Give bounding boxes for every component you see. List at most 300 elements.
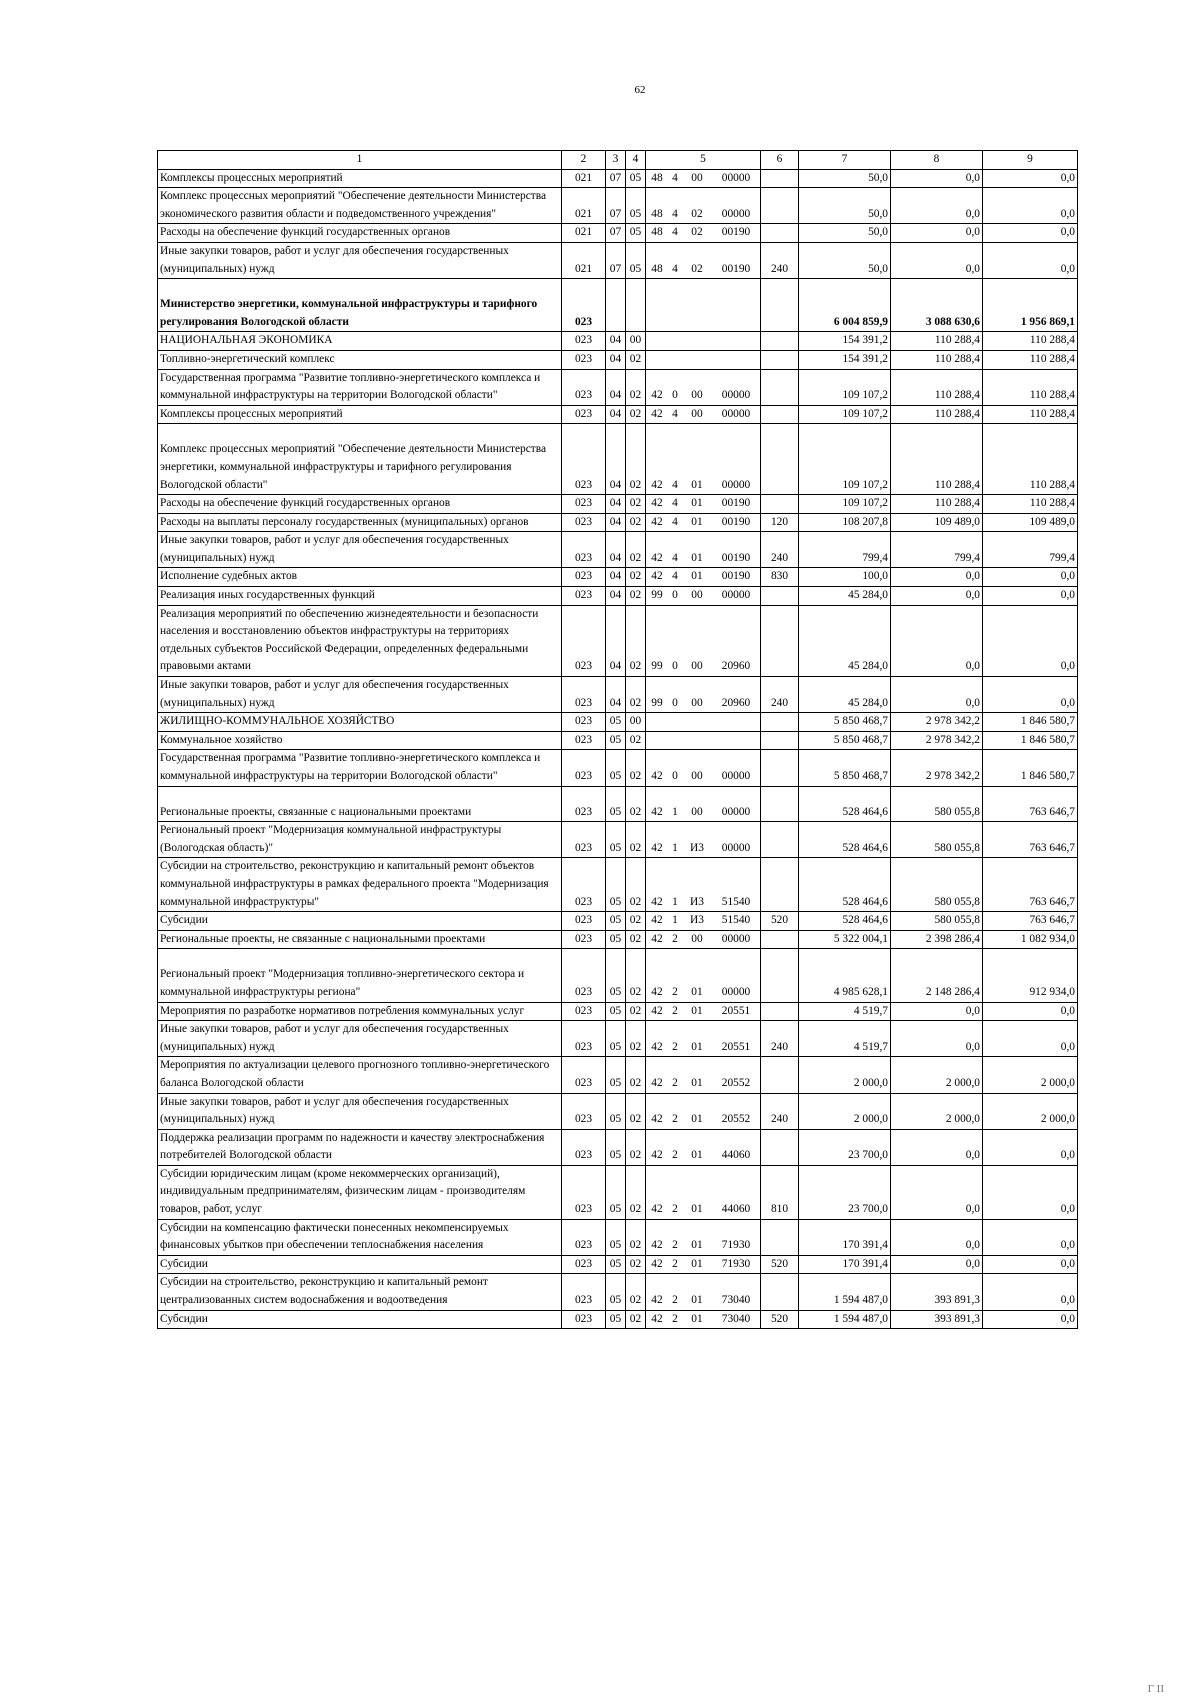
section-code: 04 bbox=[606, 605, 626, 676]
target-article-part: 00190 bbox=[721, 262, 751, 275]
amount-col7: 108 207,8 bbox=[799, 513, 891, 532]
row-label: Комплексы процессных мероприятий bbox=[158, 405, 562, 424]
row-label: Государственная программа "Развитие топливно-энергетического комплекса и коммунальной инфраструктуры на территории Вологодской области" bbox=[158, 369, 562, 405]
amount-col9: 0,0 bbox=[983, 188, 1078, 224]
row-label: Иные закупки товаров, работ и услуг для обеспечения государственных (муниципальных) нужд bbox=[158, 242, 562, 278]
expense-type-code bbox=[761, 949, 799, 1002]
admin-code: 023 bbox=[562, 568, 606, 587]
target-article-code bbox=[646, 930, 761, 949]
subsection-code: 00 bbox=[626, 713, 646, 732]
target-article-part: 42 bbox=[651, 1294, 663, 1307]
admin-code: 023 bbox=[562, 786, 606, 822]
target-article-code bbox=[646, 587, 761, 606]
amount-col8: 580 055,8 bbox=[891, 822, 983, 858]
target-article-part: 20551 bbox=[721, 1040, 751, 1053]
admin-code: 023 bbox=[562, 1002, 606, 1021]
table-row bbox=[158, 1274, 1078, 1310]
target-article-part: 02 bbox=[691, 207, 703, 220]
admin-code: 023 bbox=[562, 930, 606, 949]
subsection-code: 02 bbox=[626, 858, 646, 912]
amount-col9: 0,0 bbox=[983, 1002, 1078, 1021]
subsection-code: 02 bbox=[626, 513, 646, 532]
amount-col7: 6 004 859,9 bbox=[799, 279, 891, 332]
table-row bbox=[158, 1093, 1078, 1129]
target-article-part: 01 bbox=[691, 1076, 703, 1089]
amount-col9: 763 646,7 bbox=[983, 822, 1078, 858]
amount-col9: 763 646,7 bbox=[983, 912, 1078, 931]
row-label: Субсидии юридическим лицам (кроме некоммерческих организаций), индивидуальным предпринимателям, физическим лицам - производителям товаров, работ, услуг bbox=[158, 1165, 562, 1219]
amount-col9: 0,0 bbox=[983, 1310, 1078, 1329]
amount-col7: 1 594 487,0 bbox=[799, 1274, 891, 1310]
target-article-part: 42 bbox=[651, 1203, 663, 1216]
table-row bbox=[158, 822, 1078, 858]
header-cell: 6 bbox=[761, 151, 799, 170]
target-article-code bbox=[646, 532, 761, 568]
amount-col8: 0,0 bbox=[891, 242, 983, 278]
target-article-part: 99 bbox=[651, 589, 663, 602]
amount-col7: 100,0 bbox=[799, 568, 891, 587]
admin-code: 023 bbox=[562, 1274, 606, 1310]
amount-col8: 109 489,0 bbox=[891, 513, 983, 532]
table-row bbox=[158, 424, 1078, 495]
target-article-code bbox=[646, 568, 761, 587]
target-article-part: 00 bbox=[691, 805, 703, 818]
amount-col9: 0,0 bbox=[983, 1219, 1078, 1255]
target-article-part: 01 bbox=[691, 1149, 703, 1162]
section-code: 07 bbox=[606, 224, 626, 243]
expense-type-code bbox=[761, 188, 799, 224]
subsection-code: 02 bbox=[626, 568, 646, 587]
target-article-part: 51540 bbox=[721, 895, 751, 908]
row-label: Мероприятия по актуализации целевого прогнозного топливно-энергетического баланса Вологодской области bbox=[158, 1057, 562, 1093]
expense-type-code: 240 bbox=[761, 242, 799, 278]
amount-col8: 0,0 bbox=[891, 1021, 983, 1057]
admin-code: 021 bbox=[562, 188, 606, 224]
admin-code: 023 bbox=[562, 587, 606, 606]
amount-col8: 0,0 bbox=[891, 605, 983, 676]
admin-code: 023 bbox=[562, 731, 606, 750]
amount-col8: 580 055,8 bbox=[891, 786, 983, 822]
expense-type-code bbox=[761, 350, 799, 369]
expense-type-code: 810 bbox=[761, 1165, 799, 1219]
target-article-part: 20960 bbox=[721, 696, 751, 709]
row-label: Мероприятия по разработке нормативов потребления коммунальных услуг bbox=[158, 1002, 562, 1021]
target-article-code bbox=[646, 1129, 761, 1165]
amount-col7: 528 464,6 bbox=[799, 912, 891, 931]
row-label: Реализация мероприятий по обеспечению жизнедеятельности и безопасности населения и восстановлению объектов инфраструктуры на территориях отдельных субъектов Российской Федерации, определенных федеральными правовыми актами bbox=[158, 605, 562, 676]
target-article-part: 42 bbox=[651, 1312, 663, 1325]
header-cell: 1 bbox=[158, 151, 562, 170]
target-article-part: 2 bbox=[672, 1076, 678, 1089]
target-article-part: 42 bbox=[651, 1149, 663, 1162]
amount-col7: 50,0 bbox=[799, 224, 891, 243]
amount-col9: 912 934,0 bbox=[983, 949, 1078, 1002]
row-label: Иные закупки товаров, работ и услуг для обеспечения государственных (муниципальных) нужд bbox=[158, 1093, 562, 1129]
subsection-code: 02 bbox=[626, 532, 646, 568]
target-article-part: 00190 bbox=[721, 551, 751, 564]
target-article-part: 42 bbox=[651, 478, 663, 491]
subsection-code: 02 bbox=[626, 424, 646, 495]
page-number: 62 bbox=[634, 84, 646, 96]
target-article-code bbox=[646, 605, 761, 676]
section-code: 05 bbox=[606, 1129, 626, 1165]
row-label: ЖИЛИЩНО-КОММУНАЛЬНОЕ ХОЗЯЙСТВО bbox=[158, 713, 562, 732]
target-article-part: 42 bbox=[651, 497, 663, 510]
target-article-code bbox=[646, 279, 761, 332]
row-label: Государственная программа "Развитие топливно-энергетического комплекса и коммунальной инфраструктуры на территории Вологодской области" bbox=[158, 750, 562, 786]
target-article-part: 01 bbox=[691, 1294, 703, 1307]
target-article-part: 2 bbox=[672, 1040, 678, 1053]
target-article-part: 42 bbox=[651, 1257, 663, 1270]
row-label: Реализация иных государственных функций bbox=[158, 587, 562, 606]
target-article-part: 71930 bbox=[721, 1239, 751, 1252]
target-article-code bbox=[646, 350, 761, 369]
amount-col9: 1 082 934,0 bbox=[983, 930, 1078, 949]
expense-type-code: 520 bbox=[761, 1310, 799, 1329]
amount-col9: 110 288,4 bbox=[983, 332, 1078, 351]
section-code: 05 bbox=[606, 786, 626, 822]
target-article-part: 2 bbox=[672, 985, 678, 998]
amount-col9: 1 846 580,7 bbox=[983, 713, 1078, 732]
admin-code: 023 bbox=[562, 513, 606, 532]
table-row bbox=[158, 930, 1078, 949]
target-article-part: 99 bbox=[651, 696, 663, 709]
expense-type-code bbox=[761, 587, 799, 606]
amount-col9: 2 000,0 bbox=[983, 1057, 1078, 1093]
target-article-code bbox=[646, 1057, 761, 1093]
section-code: 05 bbox=[606, 912, 626, 931]
amount-col7: 170 391,4 bbox=[799, 1219, 891, 1255]
target-article-part: 02 bbox=[691, 226, 703, 239]
target-article-part: 2 bbox=[672, 1113, 678, 1126]
amount-col8: 0,0 bbox=[891, 1255, 983, 1274]
expense-type-code: 520 bbox=[761, 1255, 799, 1274]
table-row bbox=[158, 495, 1078, 514]
expense-type-code bbox=[761, 1057, 799, 1093]
row-label: Расходы на выплаты персоналу государственных (муниципальных) органов bbox=[158, 513, 562, 532]
target-article-code bbox=[646, 513, 761, 532]
header-row bbox=[158, 151, 1078, 170]
amount-col9: 0,0 bbox=[983, 568, 1078, 587]
target-article-part: 2 bbox=[672, 1203, 678, 1216]
amount-col7: 154 391,2 bbox=[799, 332, 891, 351]
amount-col9: 110 288,4 bbox=[983, 350, 1078, 369]
admin-code: 023 bbox=[562, 1093, 606, 1129]
target-article-part: 73040 bbox=[721, 1294, 751, 1307]
amount-col7: 2 000,0 bbox=[799, 1057, 891, 1093]
amount-col7: 4 519,7 bbox=[799, 1021, 891, 1057]
target-article-part: 2 bbox=[672, 1312, 678, 1325]
row-label: Расходы на обеспечение функций государственных органов bbox=[158, 495, 562, 514]
table-row bbox=[158, 677, 1078, 713]
target-article-part: 01 bbox=[691, 570, 703, 583]
table-row bbox=[158, 224, 1078, 243]
section-code: 05 bbox=[606, 1255, 626, 1274]
expense-type-code bbox=[761, 495, 799, 514]
section-code: 04 bbox=[606, 332, 626, 351]
target-article-part: 02 bbox=[691, 262, 703, 275]
table-body bbox=[158, 169, 1078, 1329]
amount-col9: 0,0 bbox=[983, 242, 1078, 278]
admin-code: 021 bbox=[562, 169, 606, 188]
expense-type-code bbox=[761, 605, 799, 676]
amount-col8: 2 148 286,4 bbox=[891, 949, 983, 1002]
target-article-part: 1 bbox=[672, 895, 678, 908]
target-article-code bbox=[646, 912, 761, 931]
amount-col9: 763 646,7 bbox=[983, 858, 1078, 912]
target-article-part: 00000 bbox=[721, 805, 751, 818]
expense-type-code: 240 bbox=[761, 532, 799, 568]
header-cell: 7 bbox=[799, 151, 891, 170]
subsection-code: 02 bbox=[626, 350, 646, 369]
target-article-part: 4 bbox=[672, 551, 678, 564]
section-code: 05 bbox=[606, 731, 626, 750]
subsection-code: 02 bbox=[626, 949, 646, 1002]
admin-code: 023 bbox=[562, 1165, 606, 1219]
table-row bbox=[158, 532, 1078, 568]
table-row bbox=[158, 1219, 1078, 1255]
amount-col8: 2 000,0 bbox=[891, 1057, 983, 1093]
target-article-part: 48 bbox=[651, 171, 663, 184]
subsection-code: 02 bbox=[626, 1219, 646, 1255]
admin-code: 023 bbox=[562, 532, 606, 568]
subsection-code: 02 bbox=[626, 731, 646, 750]
section-code: 05 bbox=[606, 750, 626, 786]
target-article-part: 01 bbox=[691, 1257, 703, 1270]
section-code: 04 bbox=[606, 369, 626, 405]
amount-col7: 5 850 468,7 bbox=[799, 713, 891, 732]
table-row bbox=[158, 949, 1078, 1002]
section-code: 04 bbox=[606, 405, 626, 424]
subsection-code: 02 bbox=[626, 495, 646, 514]
admin-code: 023 bbox=[562, 912, 606, 931]
target-article-code bbox=[646, 1219, 761, 1255]
row-label: Региональные проекты, не связанные с национальными проектами bbox=[158, 930, 562, 949]
amount-col9: 0,0 bbox=[983, 1021, 1078, 1057]
target-article-part: 1 bbox=[672, 914, 678, 927]
target-article-part: 42 bbox=[651, 389, 663, 402]
subsection-code: 02 bbox=[626, 1093, 646, 1129]
target-article-part: 1 bbox=[672, 805, 678, 818]
target-article-part: 00000 bbox=[721, 589, 751, 602]
amount-col8: 0,0 bbox=[891, 587, 983, 606]
admin-code: 023 bbox=[562, 1057, 606, 1093]
target-article-part: 42 bbox=[651, 1113, 663, 1126]
admin-code: 021 bbox=[562, 224, 606, 243]
target-article-part: 20552 bbox=[721, 1076, 751, 1089]
table-row bbox=[158, 350, 1078, 369]
target-article-part: 01 bbox=[691, 1040, 703, 1053]
table-row bbox=[158, 405, 1078, 424]
target-article-part: 01 bbox=[691, 1113, 703, 1126]
subsection-code: 02 bbox=[626, 677, 646, 713]
target-article-part: 00000 bbox=[721, 478, 751, 491]
table-row bbox=[158, 858, 1078, 912]
target-article-code bbox=[646, 677, 761, 713]
amount-col8: 110 288,4 bbox=[891, 495, 983, 514]
section-code: 05 bbox=[606, 1274, 626, 1310]
amount-col8: 0,0 bbox=[891, 568, 983, 587]
amount-col8: 2 978 342,2 bbox=[891, 731, 983, 750]
admin-code: 023 bbox=[562, 405, 606, 424]
table-row bbox=[158, 1129, 1078, 1165]
section-code: 05 bbox=[606, 713, 626, 732]
target-article-code bbox=[646, 750, 761, 786]
expense-type-code bbox=[761, 1129, 799, 1165]
expense-type-code bbox=[761, 169, 799, 188]
amount-col8: 110 288,4 bbox=[891, 332, 983, 351]
expense-type-code bbox=[761, 424, 799, 495]
amount-col8: 0,0 bbox=[891, 224, 983, 243]
section-code: 07 bbox=[606, 188, 626, 224]
target-article-part: 2 bbox=[672, 1004, 678, 1017]
amount-col9: 110 288,4 bbox=[983, 424, 1078, 495]
target-article-part: 4 bbox=[672, 207, 678, 220]
amount-col8: 580 055,8 bbox=[891, 912, 983, 931]
subsection-code: 02 bbox=[626, 1002, 646, 1021]
target-article-part: 0 bbox=[672, 589, 678, 602]
section-code: 04 bbox=[606, 568, 626, 587]
amount-col9: 0,0 bbox=[983, 1165, 1078, 1219]
admin-code: 023 bbox=[562, 605, 606, 676]
section-code: 05 bbox=[606, 949, 626, 1002]
target-article-code bbox=[646, 1255, 761, 1274]
table-row bbox=[158, 279, 1078, 332]
target-article-part: 4 bbox=[672, 171, 678, 184]
amount-col9: 110 288,4 bbox=[983, 369, 1078, 405]
row-label: Поддержка реализации программ по надежности и качеству электроснабжения потребителей Вологодской области bbox=[158, 1129, 562, 1165]
target-article-part: 42 bbox=[651, 515, 663, 528]
subsection-code: 05 bbox=[626, 169, 646, 188]
subsection-code: 02 bbox=[626, 1255, 646, 1274]
subsection-code: 02 bbox=[626, 750, 646, 786]
subsection-code: 05 bbox=[626, 224, 646, 243]
row-label: Региональный проект "Модернизация коммунальной инфраструктуры (Вологодская область)" bbox=[158, 822, 562, 858]
amount-col9: 0,0 bbox=[983, 677, 1078, 713]
target-article-part: 4 bbox=[672, 478, 678, 491]
row-label: Комплекс процессных мероприятий "Обеспечение деятельности Министерства экономического развития области и подведомственного учреждения" bbox=[158, 188, 562, 224]
expense-type-code: 830 bbox=[761, 568, 799, 587]
row-label: Комплекс процессных мероприятий "Обеспечение деятельности Министерства энергетики, коммунальной инфраструктуры и тарифного регулирования Вологодской области" bbox=[158, 424, 562, 495]
target-article-part: 00 bbox=[691, 932, 703, 945]
target-article-part: 00190 bbox=[721, 515, 751, 528]
section-code: 05 bbox=[606, 822, 626, 858]
amount-col8: 799,4 bbox=[891, 532, 983, 568]
expense-type-code bbox=[761, 369, 799, 405]
amount-col9: 110 288,4 bbox=[983, 495, 1078, 514]
target-article-part: 01 bbox=[691, 1312, 703, 1325]
table-row bbox=[158, 731, 1078, 750]
amount-col9: 763 646,7 bbox=[983, 786, 1078, 822]
target-article-part: 20551 bbox=[721, 1004, 751, 1017]
admin-code: 023 bbox=[562, 495, 606, 514]
target-article-part: 44060 bbox=[721, 1149, 751, 1162]
section-code: 04 bbox=[606, 532, 626, 568]
target-article-part: 42 bbox=[651, 805, 663, 818]
target-article-code bbox=[646, 242, 761, 278]
target-article-part: 00000 bbox=[721, 985, 751, 998]
table-row bbox=[158, 1002, 1078, 1021]
target-article-part: 42 bbox=[651, 407, 663, 420]
target-article-part: 99 bbox=[651, 660, 663, 673]
header-cell: 8 bbox=[891, 151, 983, 170]
header-cell: 4 bbox=[626, 151, 646, 170]
subsection-code: 05 bbox=[626, 188, 646, 224]
subsection-code: 02 bbox=[626, 405, 646, 424]
amount-col9: 0,0 bbox=[983, 224, 1078, 243]
target-article-part: 20960 bbox=[721, 660, 751, 673]
section-code: 07 bbox=[606, 169, 626, 188]
subsection-code: 00 bbox=[626, 332, 646, 351]
table-row bbox=[158, 786, 1078, 822]
target-article-part: 4 bbox=[672, 497, 678, 510]
target-article-part: 4 bbox=[672, 262, 678, 275]
target-article-code bbox=[646, 1274, 761, 1310]
target-article-part: 42 bbox=[651, 551, 663, 564]
amount-col7: 109 107,2 bbox=[799, 405, 891, 424]
table-row bbox=[158, 605, 1078, 676]
amount-col9: 0,0 bbox=[983, 1274, 1078, 1310]
target-article-part: 42 bbox=[651, 1239, 663, 1252]
target-article-part: 01 bbox=[691, 497, 703, 510]
target-article-part: 01 bbox=[691, 985, 703, 998]
target-article-code bbox=[646, 731, 761, 750]
expense-type-code bbox=[761, 858, 799, 912]
expense-type-code: 120 bbox=[761, 513, 799, 532]
row-label: Министерство энергетики, коммунальной инфраструктуры и тарифного регулирования Вологодской области bbox=[158, 279, 562, 332]
amount-col8: 110 288,4 bbox=[891, 424, 983, 495]
amount-col8: 2 000,0 bbox=[891, 1093, 983, 1129]
subsection-code: 02 bbox=[626, 912, 646, 931]
amount-col8: 3 088 630,6 bbox=[891, 279, 983, 332]
section-code: 04 bbox=[606, 424, 626, 495]
header-cell: 3 bbox=[606, 151, 626, 170]
amount-col7: 45 284,0 bbox=[799, 605, 891, 676]
target-article-part: 42 bbox=[651, 570, 663, 583]
amount-col9: 799,4 bbox=[983, 532, 1078, 568]
table-row bbox=[158, 332, 1078, 351]
amount-col7: 528 464,6 bbox=[799, 858, 891, 912]
amount-col7: 528 464,6 bbox=[799, 786, 891, 822]
target-article-part: 1 bbox=[672, 841, 678, 854]
section-code: 05 bbox=[606, 930, 626, 949]
amount-col9: 110 288,4 bbox=[983, 405, 1078, 424]
admin-code: 023 bbox=[562, 750, 606, 786]
target-article-part: 00 bbox=[691, 171, 703, 184]
amount-col7: 23 700,0 bbox=[799, 1129, 891, 1165]
amount-col9: 0,0 bbox=[983, 587, 1078, 606]
target-article-part: 0 bbox=[672, 770, 678, 782]
subsection-code: 02 bbox=[626, 786, 646, 822]
target-article-part: 73040 bbox=[721, 1312, 751, 1325]
row-label: Субсидии на строительство, реконструкцию и капитальный ремонт объектов коммунальной инфраструктуры в рамках федерального проекта "Модернизация коммунальной инфраструктуры" bbox=[158, 858, 562, 912]
target-article-part: 2 bbox=[672, 932, 678, 945]
admin-code: 023 bbox=[562, 858, 606, 912]
target-article-part: 00000 bbox=[721, 407, 751, 420]
admin-code: 023 bbox=[562, 822, 606, 858]
amount-col9: 2 000,0 bbox=[983, 1093, 1078, 1129]
target-article-part: 4 bbox=[672, 226, 678, 239]
admin-code: 021 bbox=[562, 242, 606, 278]
target-article-part: 01 bbox=[691, 1004, 703, 1017]
target-article-part: 42 bbox=[651, 932, 663, 945]
expense-type-code bbox=[761, 224, 799, 243]
target-article-code bbox=[646, 949, 761, 1002]
target-article-code bbox=[646, 1165, 761, 1219]
amount-col8: 393 891,3 bbox=[891, 1310, 983, 1329]
amount-col8: 0,0 bbox=[891, 1165, 983, 1219]
amount-col9: 109 489,0 bbox=[983, 513, 1078, 532]
